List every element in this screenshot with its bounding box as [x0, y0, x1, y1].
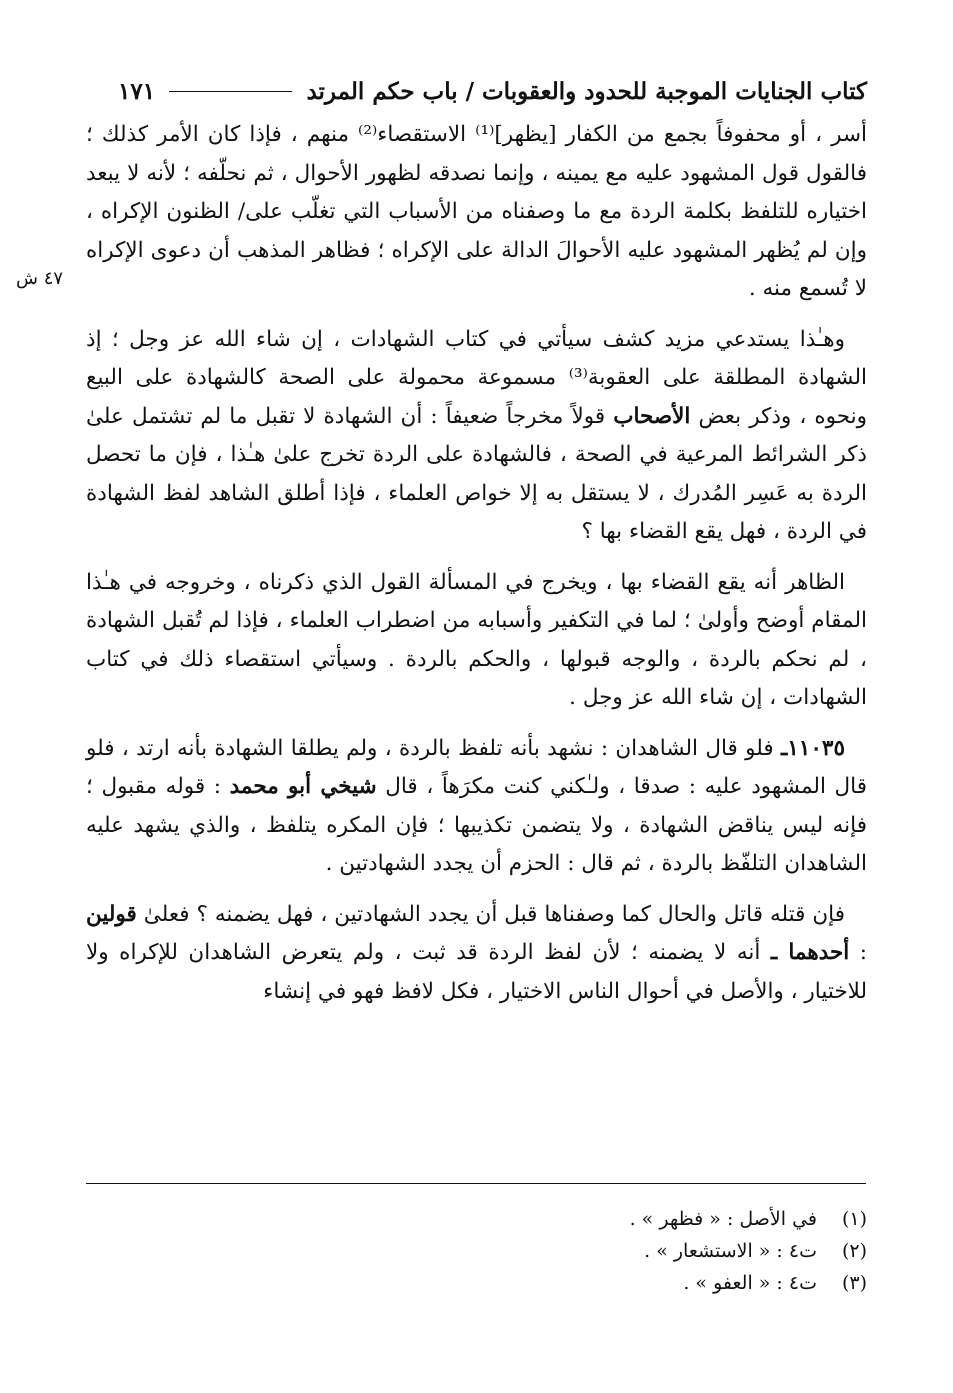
text-run: : قوله مقبول ؛ فإنه ليس يناقض الشهادة ، ولا يتضمن تكذيبها ؛ فإن المكره يتلفظ ، والذي يشهد عليه الشاهدان التلفّظ بالردة ، ثم قال : الحزم أن يجدد الشهادتين .: [86, 774, 867, 876]
bold-term: أحدهما ـ: [770, 940, 850, 965]
margin-folio-note: ٤٧ ش: [16, 268, 64, 289]
text-run: وهـٰذا يستدعي مزيد كشف سيأتي في كتاب الشهادات ، إن شاء الله عز وجل ؛ إذ الشهادة المطلقة على العقوبة⁽³⁾ مسموعة محمولة على الصحة كالشهادة على البيع ونحوه ، وذكر بعض: [86, 326, 867, 429]
footnotes: [86, 1203, 867, 1299]
paragraph: [86, 321, 867, 552]
header-rule: [169, 91, 292, 92]
running-header: [118, 74, 867, 108]
footnote-separator: [86, 1183, 866, 1184]
text-run: قولاً مخرجاً ضعيفاً : أن الشهادة لا تقبل ما لم تشتمل علىٰ ذكر الشرائط المرعية في الصحة ، فالشهادة على الردة تخرج علىٰ هـٰذا ، فإن ما تحصل الردة به عَسِر المُدرك ، لا يستقل به إلا خواص العلماء ، فإذا أطلق الشاهد لفظ الشهادة في الردة ، فهل يقع القضاء بها ؟: [86, 403, 867, 544]
footnote-text: ت٤ : « الاستشعار » .: [644, 1240, 817, 1262]
footnote-text: ت٤ : « العفو » .: [683, 1272, 817, 1294]
paragraph: [86, 564, 867, 718]
bold-term: الأصحاب: [613, 403, 691, 429]
footnote: [86, 1203, 867, 1235]
paragraph: [86, 730, 867, 884]
footnote-number: (٣): [841, 1272, 867, 1294]
footnote-number: (١): [841, 1208, 867, 1230]
body-text: [86, 116, 867, 1023]
footnote: [86, 1267, 867, 1299]
text-run: :: [849, 940, 867, 965]
text-run: أنه لا يضمنه ؛ لأن لفظ الردة قد ثبت ، ولم يتعرض الشاهدان للإكراه ولا للاختيار ، والأصل في أحوال الناس الاختيار ، فكل لافظ فهو في إنشاء: [86, 940, 867, 1004]
header-title: كتاب الجنايات الموجبة للحدود والعقوبات / باب حكم المرتد: [306, 77, 867, 105]
footnote: [86, 1235, 867, 1267]
text-run: فإن قتله قاتل والحال كما وصفناها قبل أن يجدد الشهادتين ، فهل يضمنه ؟ فعلىٰ: [136, 901, 845, 927]
bold-term: قولين: [86, 901, 137, 927]
bold-term: شيخي أبو محمد: [229, 774, 377, 799]
footnote-number: (٢): [841, 1240, 867, 1262]
page-number: ١٧١: [118, 77, 156, 105]
paragraph: [86, 116, 867, 309]
text-run: فلو قال الشاهدان : نشهد بأنه تلفظ بالردة ، ولم يطلقا الشهادة بأنه ارتد ، فلو قال المشهود عليه : صدقا ، ولـٰكني كنت مكرَهاً ، قال: [86, 735, 867, 799]
paragraph: [86, 896, 867, 1012]
text-run: أسر ، أو محفوفاً بجمع من الكفار [يظهر]⁽¹⁾ الاستقصاء⁽²⁾ منهم ، فإذا كان الأمر كذلك ؛ فالقول قول المشهود عليه مع يمينه ، وإنما نصدقه لظهور الأحوال ، ثم نحلّفه ؛ لأنه لا يبعد اختياره للتلفظ بكلمة الردة مع ما وصفناه من الأسباب التي تغلّب على/ الظنون الإكراه ، وإن لم يُظهر المشهود عليه الأحوالَ الدالة على الإكراه ؛ فظاهر المذهب أن دعوى الإكراه لا تُسمع منه .: [86, 122, 867, 301]
bold-term: ١١٠٣٥ـ: [780, 735, 845, 761]
footnote-text: في الأصل : « فظهر » .: [629, 1208, 817, 1230]
text-run: الظاهر أنه يقع القضاء بها ، ويخرج في المسألة القول الذي ذكرناه ، وخروجه في هـٰذا المقام أوضح وأولىٰ ؛ لما في التكفير وأسبابه من اضطراب العلماء ، فإذا لم تُقبل الشهادة ، لم نحكم بالردة ، والوجه قبولها ، والحكم بالردة . وسيأتي استقصاء ذلك في كتاب الشهادات ، إن شاء الله عز وجل .: [86, 569, 867, 710]
